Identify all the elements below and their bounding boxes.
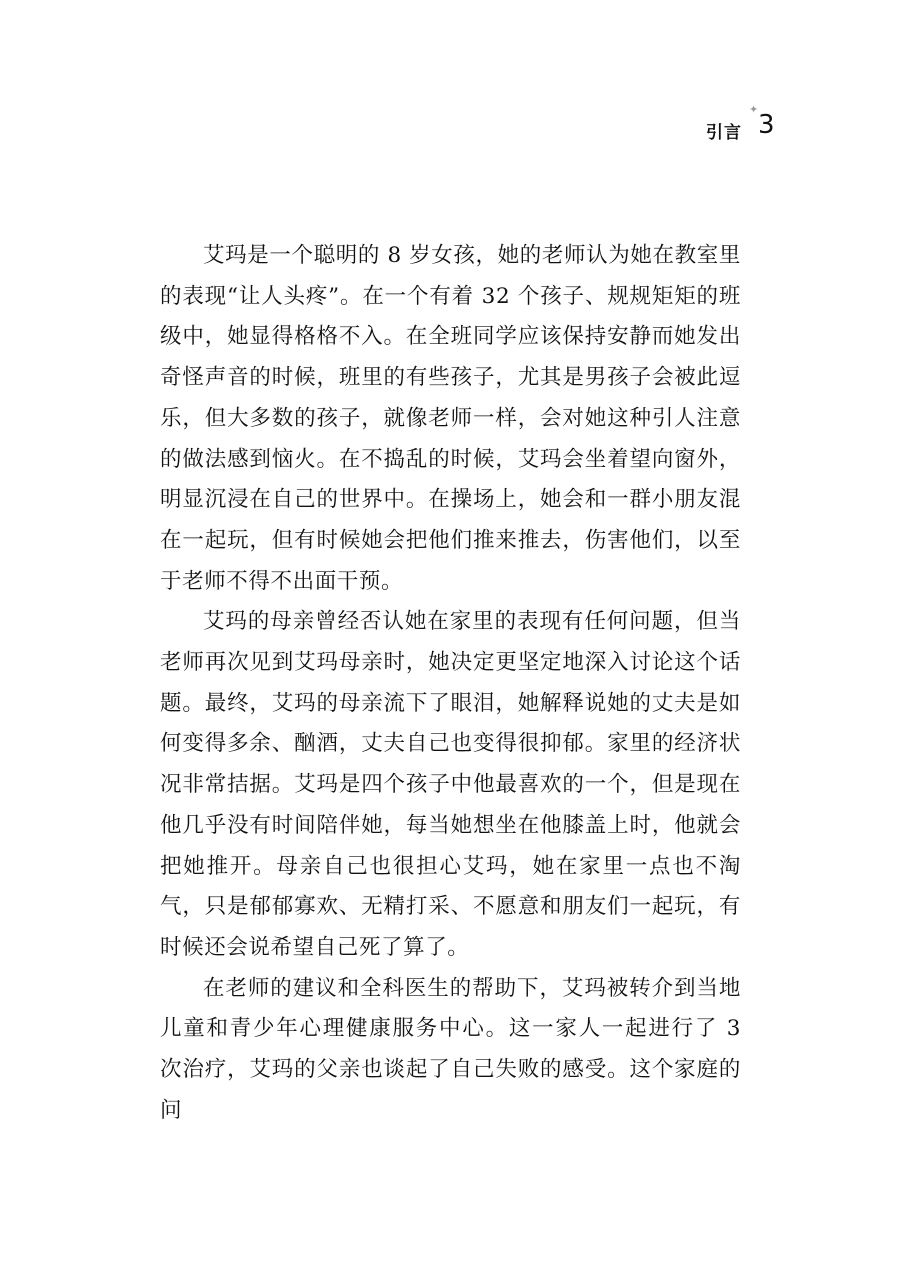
paragraph-3: 在老师的建议和全科医生的帮助下，艾玛被转介到当地儿童和青少年心理健康服务中心。这一家人一起进行了 3 次治疗，艾玛的父亲也谈起了自己失败的感受。这个家庭的问 — [160, 975, 741, 1123]
body-text — [160, 236, 741, 1131]
section-title: 引言 — [706, 122, 742, 143]
page-number-block — [749, 103, 782, 148]
running-header — [706, 103, 782, 148]
paragraph-2: 艾玛的母亲曾经否认她在家里的表现有任何问题，但当老师再次见到艾玛母亲时，她决定更坚定地深入讨论这个话题。最终，艾玛的母亲流下了眼泪，她解释说她的丈夫是如何变得多余、酗酒，丈夫自己也变得很抑郁。家里的经济状况非常拮据。艾玛是四个孩子中他最喜欢的一个，但是现在他几乎没有时间陪伴她，每当她想坐在他膝盖上时，他就会把她推开。母亲自己也很担心艾玛，她在家里一点也不淘气，只是郁郁寡欢、无精打采、不愿意和朋友们一起玩，有时候还会说希望自己死了算了。 — [160, 609, 741, 960]
page-number: 3 — [758, 110, 775, 140]
sparkle-icon: ✦ — [749, 103, 759, 116]
paragraph-1: 艾玛是一个聪明的 8 岁女孩，她的老师认为她在教室里的表现“让人头疼”。在一个有着 32 个孩子、规规矩矩的班级中，她显得格格不入。在全班同学应该保持安静而她发出奇怪声音的时候，班里的有些孩子，尤其是男孩子会被此逗乐，但大多数的孩子，就像老师一样，会对她这种引人注意的做法感到恼火。在不捣乱的时候，艾玛会坐着望向窗外，明显沉浸在自己的世界中。在操场上，她会和一群小朋友混在一起玩，但有时候她会把他们推来推去，伤害他们，以至于老师不得不出面干预。 — [160, 243, 741, 594]
